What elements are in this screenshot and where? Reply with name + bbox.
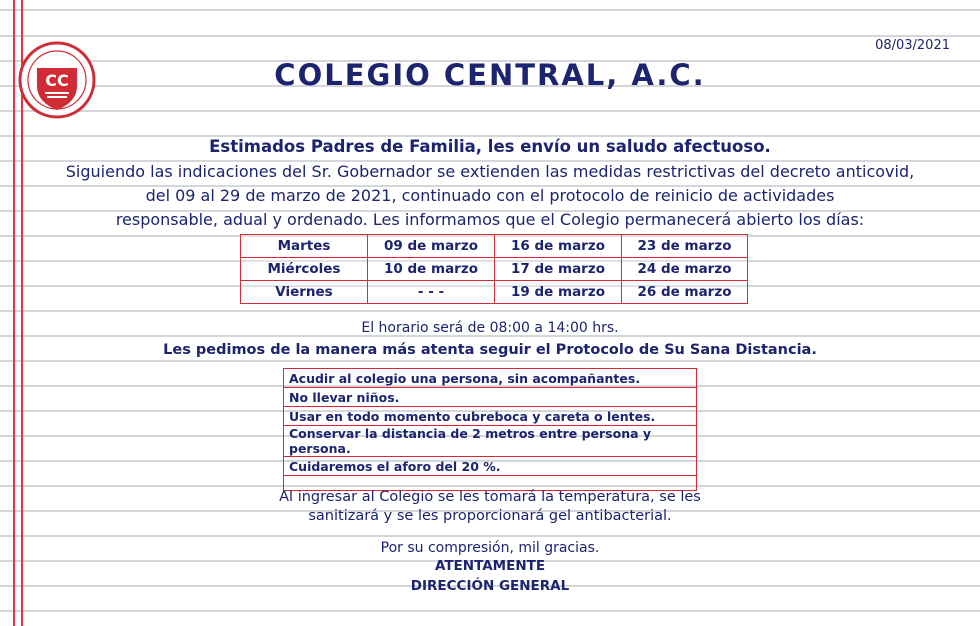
date-cell: 23 de marzo <box>622 235 748 258</box>
protocol-item: Conservar la distancia de 2 metros entre persona y persona. <box>284 426 697 457</box>
date-cell: 19 de marzo <box>495 281 622 304</box>
page-title: COLEGIO CENTRAL, A.C. <box>274 58 706 92</box>
intro-paragraph <box>0 160 980 232</box>
day-cell: Martes <box>241 235 368 258</box>
letter-date: 08/03/2021 <box>875 38 950 53</box>
paragraph-line: del 09 al 29 de marzo de 2021, continuado con el protocolo de reinicio de actividades <box>145 186 835 205</box>
logo-initials: CC <box>45 71 69 90</box>
date-cell: 26 de marzo <box>622 281 748 304</box>
paragraph-line: responsable, adual y ordenado. Les informamos que el Colegio permanecerá abierto los días: <box>115 210 865 229</box>
thanks-line: Por su compresión, mil gracias. <box>380 540 600 556</box>
notice-line: Al ingresar al Colegio se les tomará la temperatura, se les <box>279 489 701 505</box>
table-row <box>284 457 697 476</box>
day-cell: Miércoles <box>241 258 368 281</box>
date-cell: - - - <box>368 281 495 304</box>
protocol-item: Acudir al colegio una persona, sin acompañantes. <box>284 369 697 388</box>
date-cell: 16 de marzo <box>495 235 622 258</box>
table-row <box>284 426 697 457</box>
table-row <box>284 407 697 426</box>
protocol-item: Cuidaremos el aforo del 20 %. <box>284 457 697 476</box>
protocol-item: Usar en todo momento cubreboca y careta o lentes. <box>284 407 697 426</box>
paragraph-line: Siguiendo las indicaciones del Sr. Gobernador se extienden las medidas restrictivas del decreto anticovid, <box>65 162 915 181</box>
closing: ATENTAMENTE <box>434 558 546 574</box>
date-cell: 17 de marzo <box>495 258 622 281</box>
date-cell: 24 de marzo <box>622 258 748 281</box>
notice-line: sanitizará y se les proporcionará gel antibacterial. <box>308 508 672 524</box>
table-row <box>241 235 748 258</box>
table-row <box>284 369 697 388</box>
open-days-table <box>240 234 748 304</box>
date-cell: 09 de marzo <box>368 235 495 258</box>
protocol-item: No llevar niños. <box>284 388 697 407</box>
protocol-table <box>283 368 697 491</box>
schedule-hours: El horario será de 08:00 a 14:00 hrs. <box>361 320 619 336</box>
day-cell: Viernes <box>241 281 368 304</box>
temperature-notice <box>0 488 980 526</box>
table-row <box>241 258 748 281</box>
protocol-intro: Les pedimos de la manera más atenta seguir el Protocolo de Su Sana Distancia. <box>163 342 817 358</box>
date-cell: 10 de marzo <box>368 258 495 281</box>
table-row <box>284 388 697 407</box>
signature: DIRECCIÓN GENERAL <box>410 578 570 594</box>
table-row <box>241 281 748 304</box>
greeting: Estimados Padres de Familia, les envío un saludo afectuoso. <box>209 137 771 156</box>
